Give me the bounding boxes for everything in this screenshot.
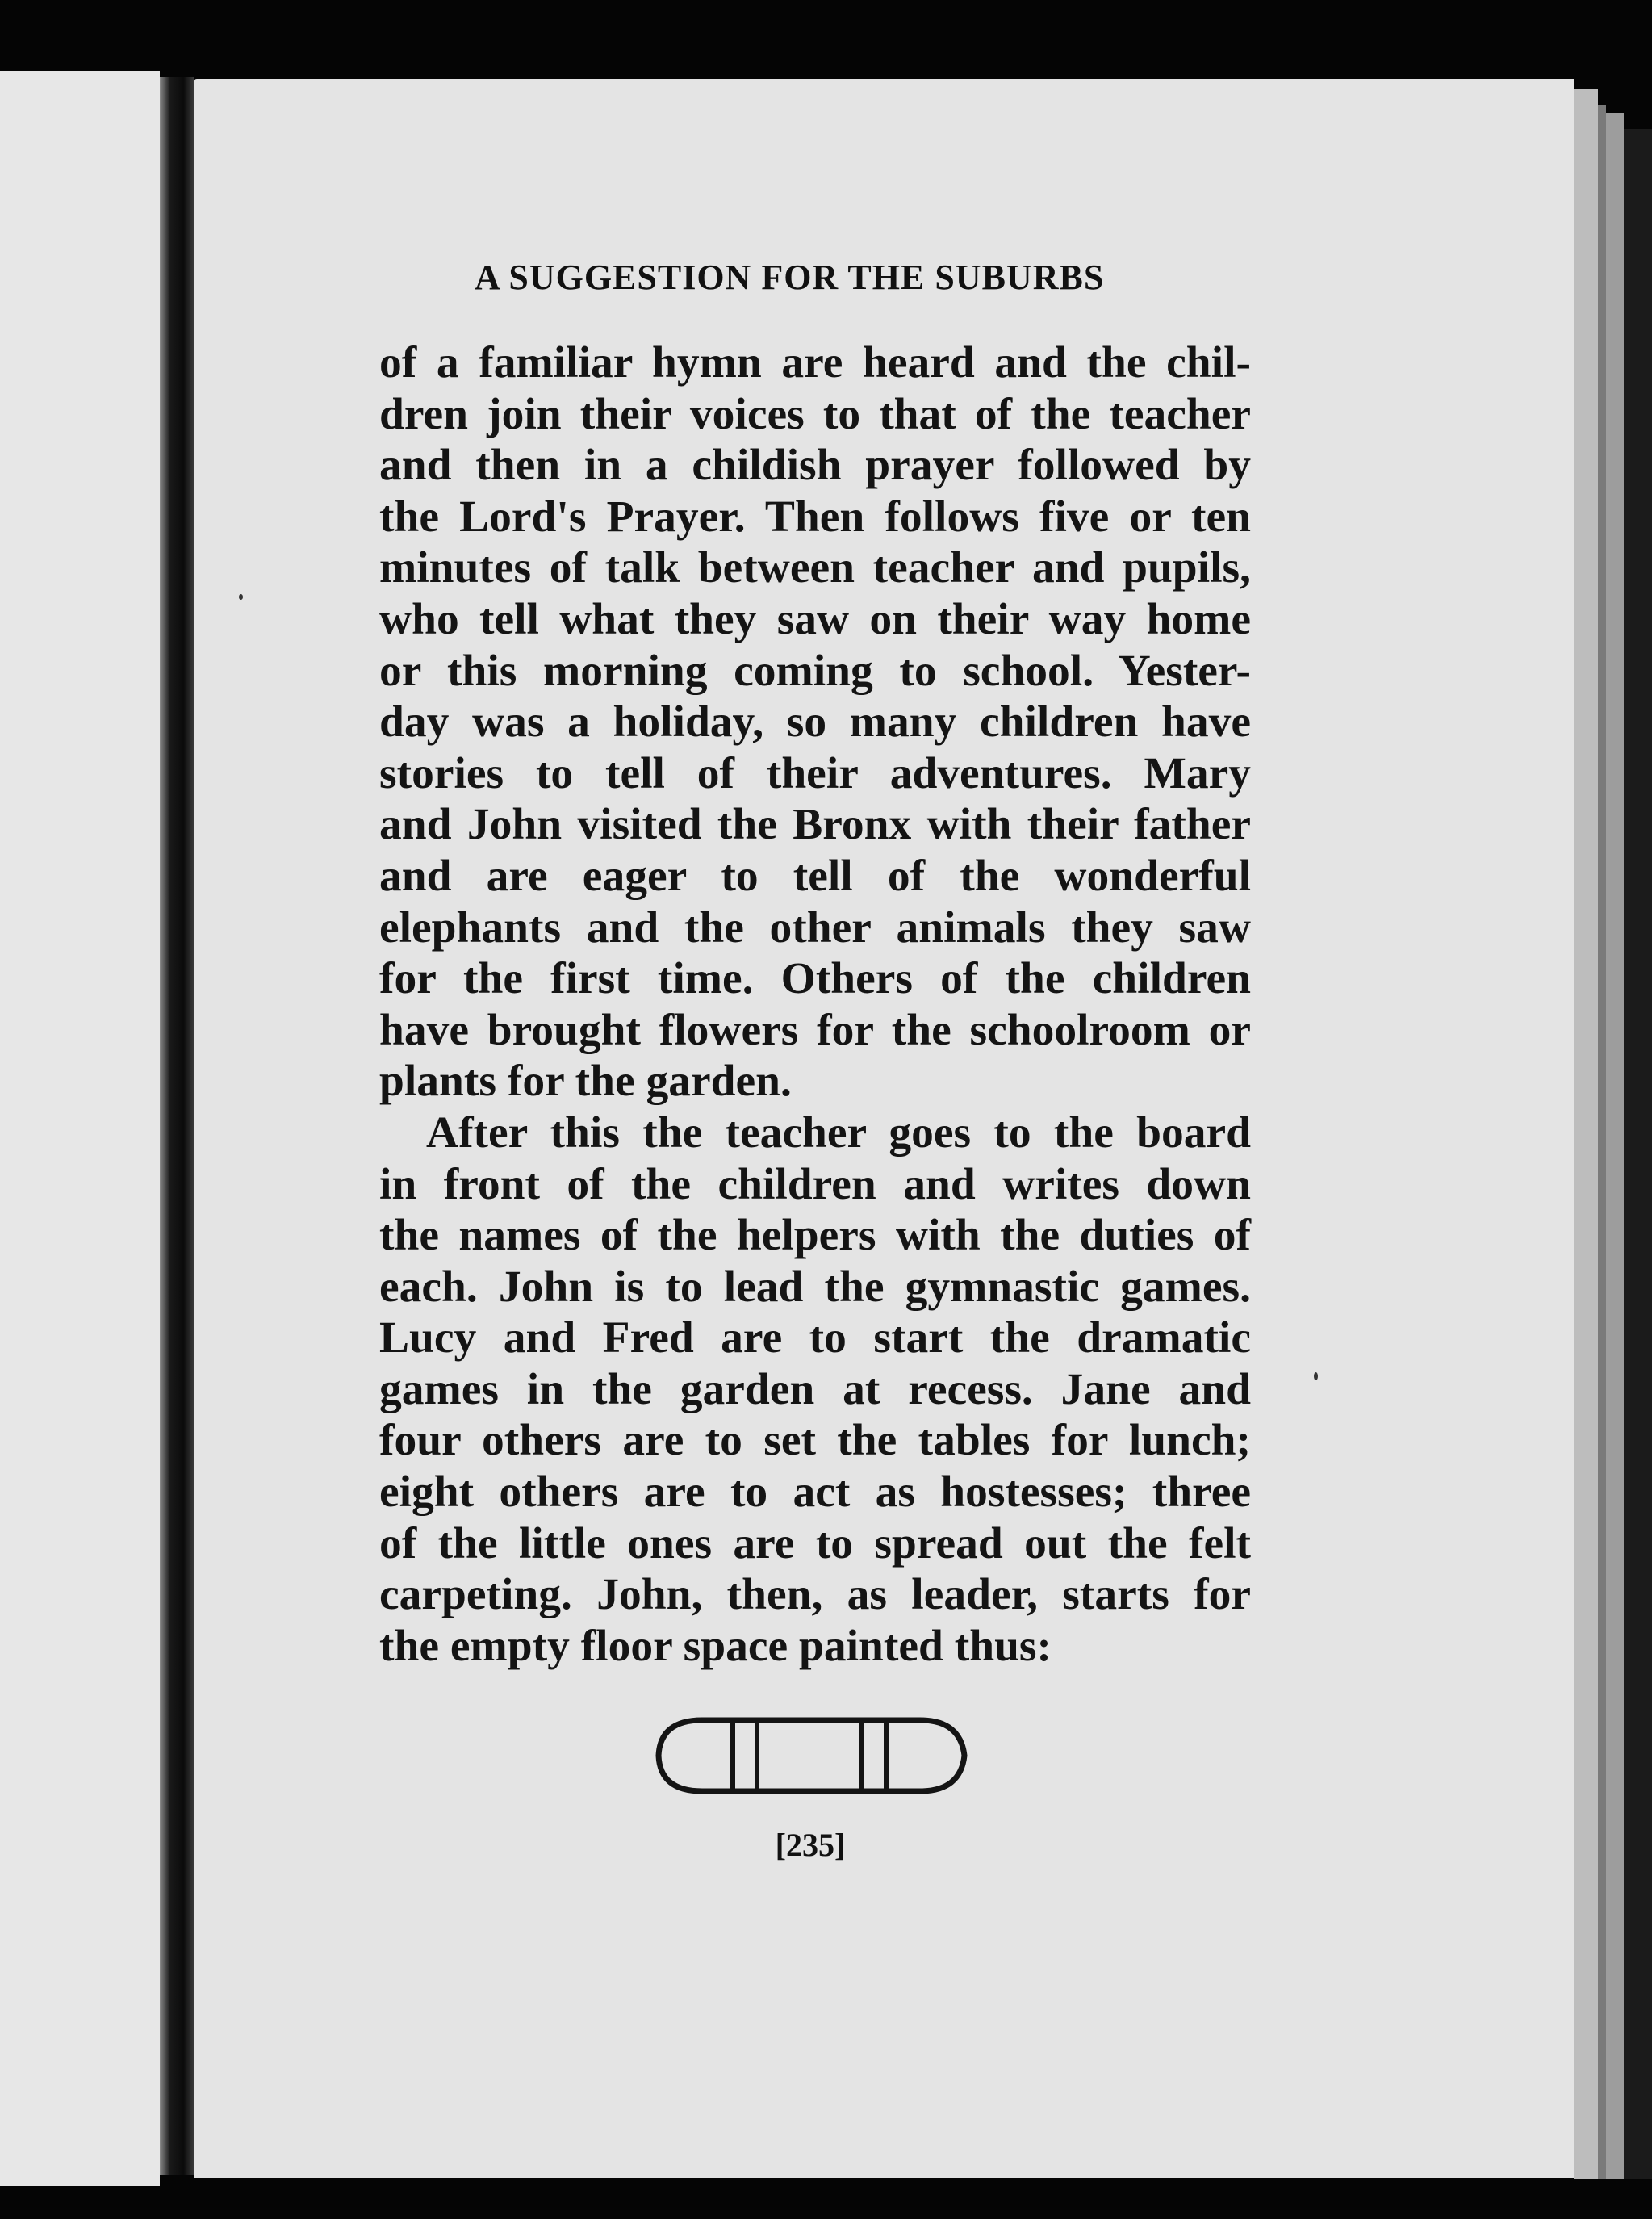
page-edge: [1574, 89, 1598, 2179]
page-edge: [1624, 129, 1652, 2179]
text-line: games in the garden at recess. Jane and: [379, 1364, 1251, 1414]
book-spine: [160, 77, 194, 2175]
floor-diagram-figure: [654, 1715, 968, 1796]
text-line: stories to tell of their adventures. Mary: [379, 748, 1251, 798]
text-line: of a familiar hymn are heard and the chil-: [379, 338, 1251, 387]
previous-page-edge: [0, 71, 160, 2186]
text-line: for the first time. Others of the children: [379, 954, 1251, 1004]
text-line: dren join their voices to that of the teacher: [379, 389, 1251, 439]
text-line: in front of the children and writes down: [379, 1159, 1251, 1209]
scan-speck: [239, 594, 243, 600]
page-edge: [1606, 113, 1624, 2179]
text-line: the names of the helpers with the duties of: [379, 1211, 1251, 1261]
text-line: four others are to set the tables for lunch;: [379, 1416, 1251, 1466]
page-edge: [1598, 105, 1606, 2179]
scan-speck: [1314, 1372, 1318, 1380]
text-line: and John visited the Bronx with their father: [379, 800, 1251, 850]
text-line: who tell what they saw on their way home: [379, 594, 1251, 644]
text-line: and are eager to tell of the wonderful: [379, 851, 1251, 901]
text-line: plants for the garden.: [379, 1057, 792, 1107]
text-line: After this the teacher goes to the board: [426, 1107, 1251, 1158]
text-line: minutes of talk between teacher and pupils,: [379, 543, 1251, 593]
text-line: Lucy and Fred are to start the dramatic: [379, 1313, 1251, 1363]
text-line: of the little ones are to spread out the felt: [379, 1518, 1251, 1568]
text-line: elephants and the other animals they saw: [379, 902, 1251, 952]
text-line: and then in a childish prayer followed by: [379, 441, 1251, 491]
text-line: carpeting. John, then, as leader, starts for: [379, 1570, 1251, 1620]
text-line: or this morning coming to school. Yester-: [379, 646, 1251, 696]
body-text: [379, 337, 1251, 1672]
paragraph-1: [379, 337, 1251, 1107]
text-line: the empty floor space painted thus:: [379, 1621, 1052, 1671]
text-line: have brought flowers for the schoolroom or: [379, 1005, 1251, 1055]
paragraph-2: [379, 1107, 1251, 1673]
text-line: each. John is to lead the gymnastic games.: [379, 1262, 1251, 1312]
page-number: [235]: [775, 1827, 846, 1863]
text-line: day was a holiday, so many children have: [379, 697, 1251, 747]
floor-diagram-outline: [659, 1720, 964, 1791]
text-line: the Lord's Prayer. Then follows five or ten: [379, 492, 1251, 542]
text-line: eight others are to act as hostesses; three: [379, 1467, 1251, 1518]
running-head: A SUGGESTION FOR THE SUBURBS: [475, 257, 1105, 297]
